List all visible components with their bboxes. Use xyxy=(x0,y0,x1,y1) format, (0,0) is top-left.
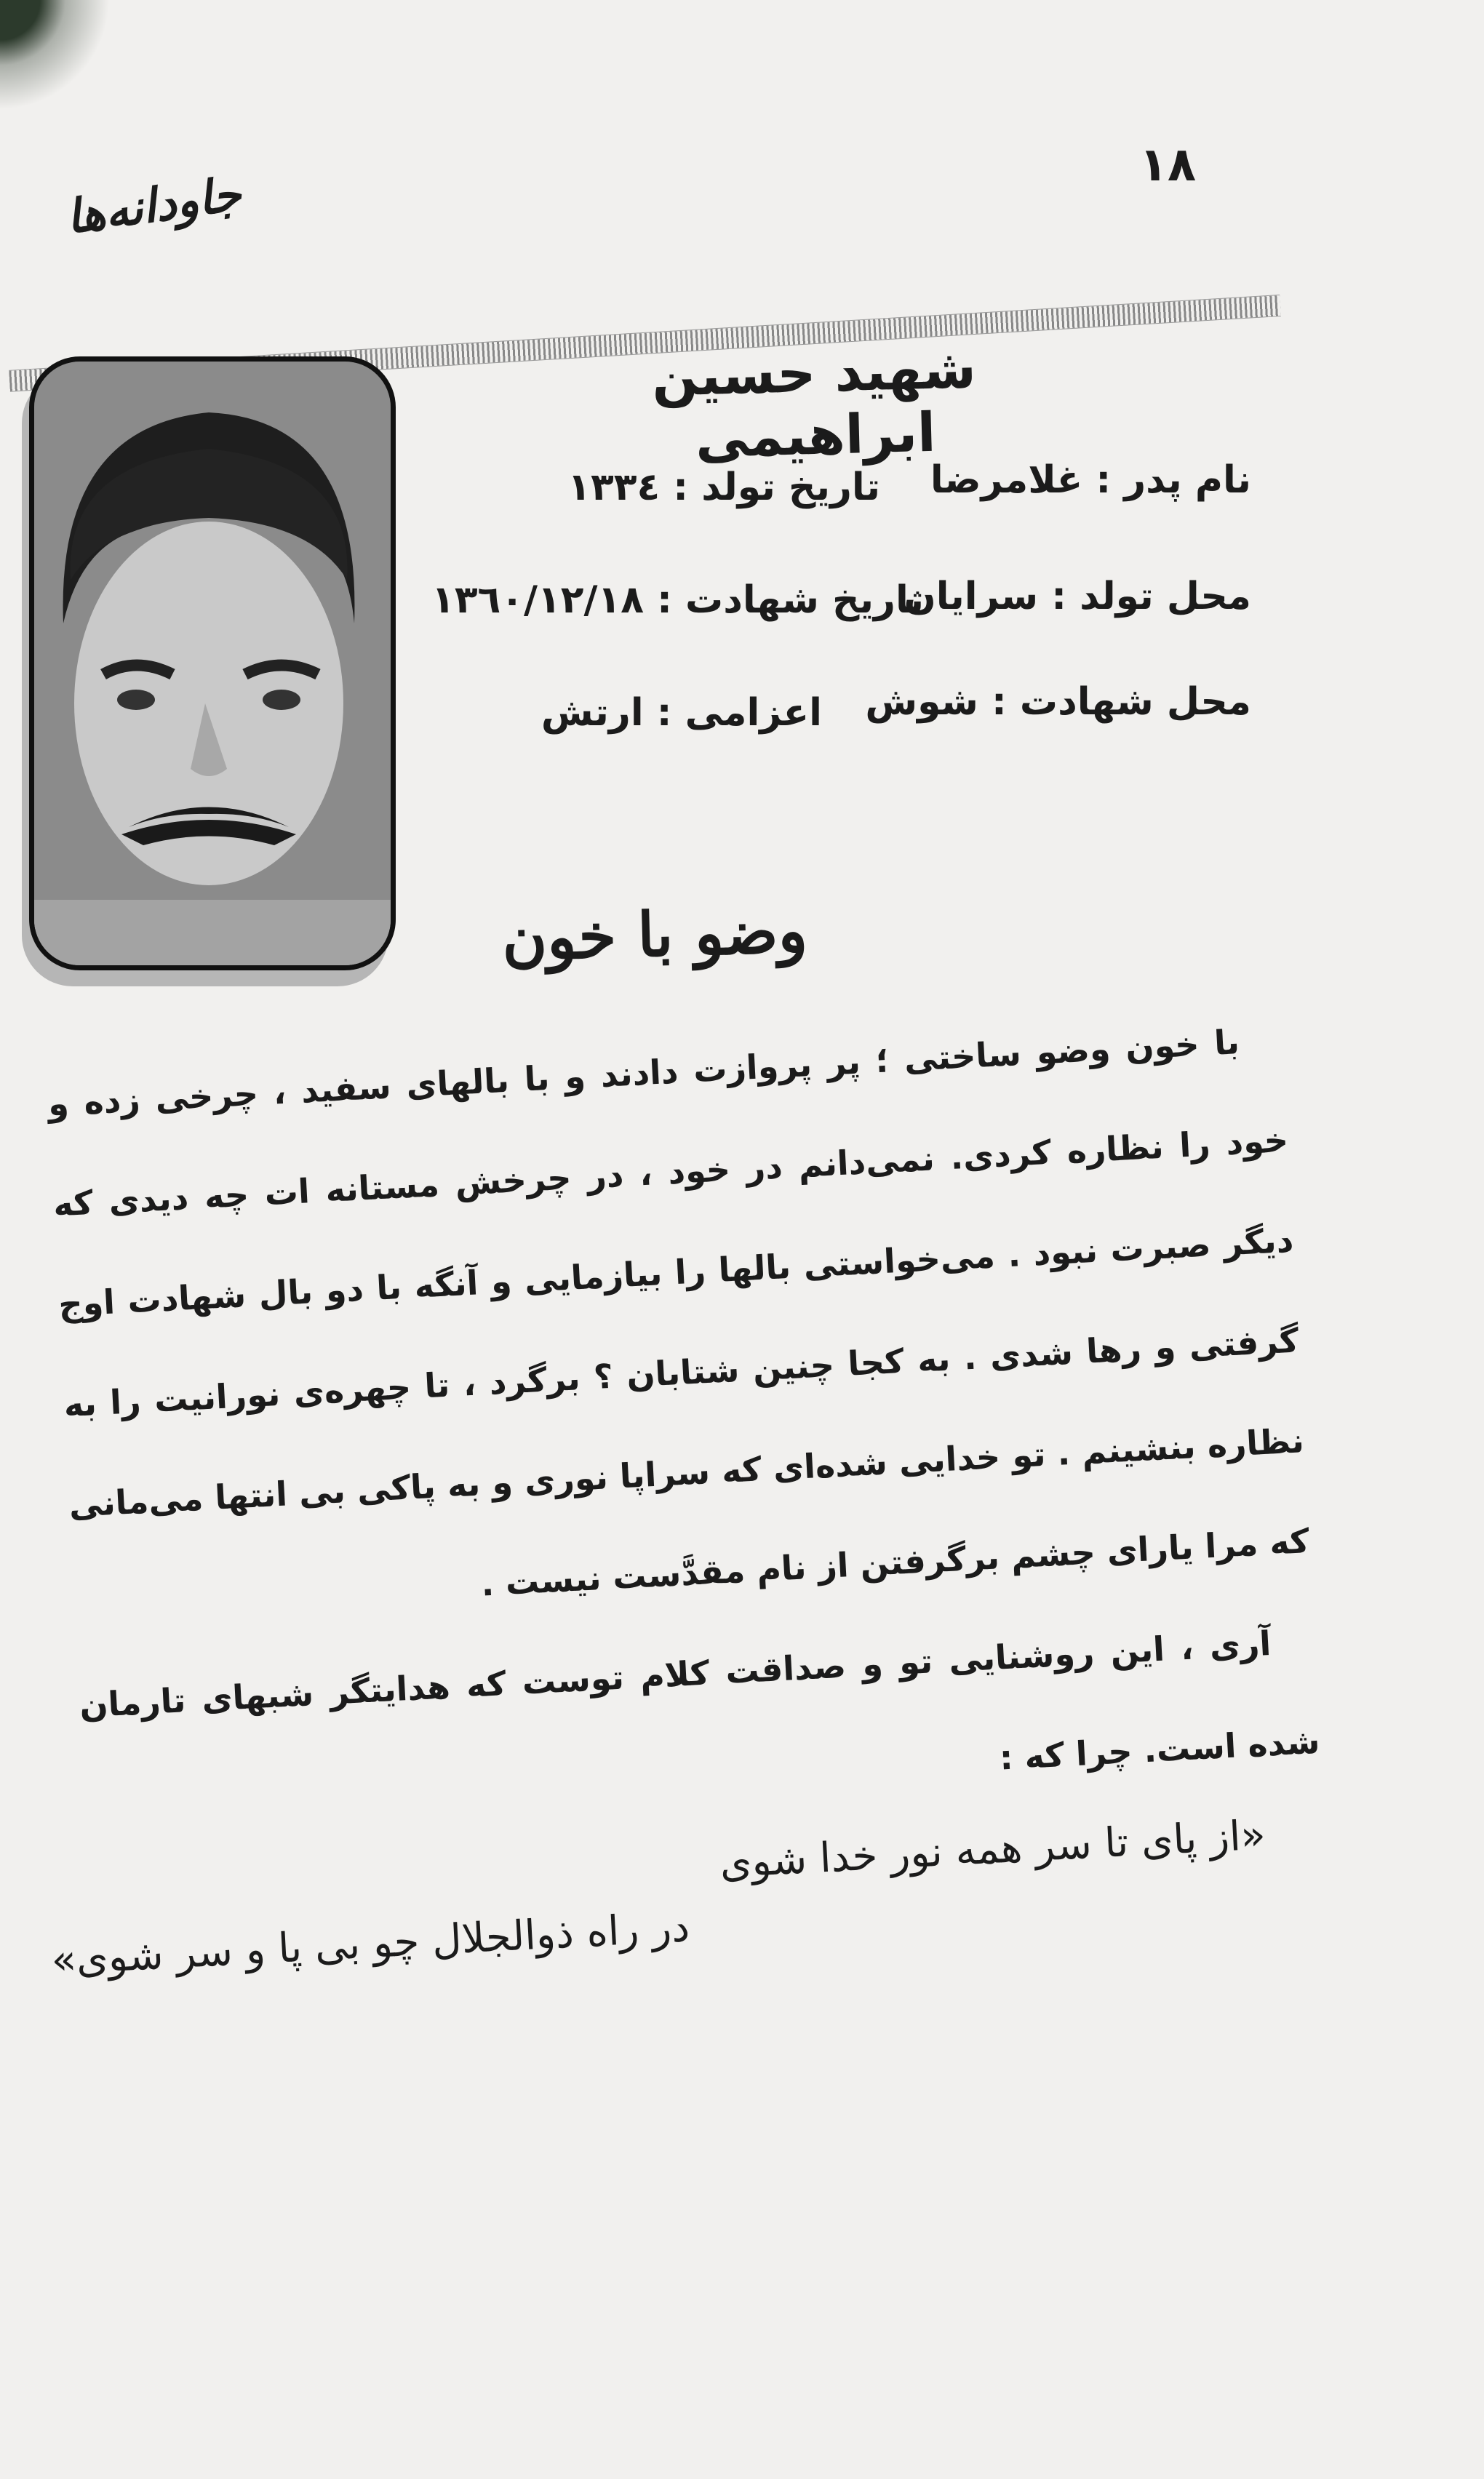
dispatch-info: اعزامی : ارتش xyxy=(540,691,822,735)
body-text xyxy=(45,989,1322,1856)
poem-line-1: «از پای تا سر همه نور خدا شوی xyxy=(718,1811,1267,1888)
running-head: جاودانه‌ها xyxy=(63,166,245,245)
section-title: وضو با خون xyxy=(500,894,809,975)
paragraph: آری ، این روشنایی تو و صداقت کلام توست که هدایتگر شبهای تارمان شده است. چرا که : xyxy=(78,1623,1321,1778)
martyr-portrait xyxy=(29,356,396,970)
martyrdom-place: محل شهادت : شوش xyxy=(865,680,1251,724)
paragraph: با خون وضو ساختی ؛ پر پروازت دادند و با بالهای سفید ، چرخی زده و خود را نظاره کردی. نمی‌دانم در خود ، در چرخش مستانه ات چه دیدی که دیگر صبرت نبود . می‌خواستی بالها را بیازمایی و آنگه با دو بال شهادت اوج گرفتی و رها شدی . به کجا چنین شتابان ؟ برگرد ، تا چهره‌ی نورانیت را به نظاره بنشینم . تو خدایی شده‌ای که سراپا نوری و به پاکی بی انتها می‌مانی که مرا یارای چشم برگرفتن از نام مقدَّست نیست . xyxy=(47,1022,1311,1604)
father-name: نام پدر : غلامرضا xyxy=(930,458,1251,502)
page-number: ۱۸ xyxy=(1138,138,1197,192)
poem-line-2: در راه ذوالجلال چو بی پا و سر شوی» xyxy=(49,1904,691,1984)
martyrdom-date: تاریخ شهادت : ۱۳٦۰/۱۲/۱۸ xyxy=(431,578,924,622)
portrait-image xyxy=(34,362,391,965)
martyr-name: شهید حسین ابراهیمی xyxy=(650,338,977,471)
birth-date: تاریخ تولد : ۱۳۳٤ xyxy=(567,466,880,509)
page-corner-shadow xyxy=(0,0,116,124)
birth-place: محل تولد : سرایان xyxy=(903,575,1251,618)
